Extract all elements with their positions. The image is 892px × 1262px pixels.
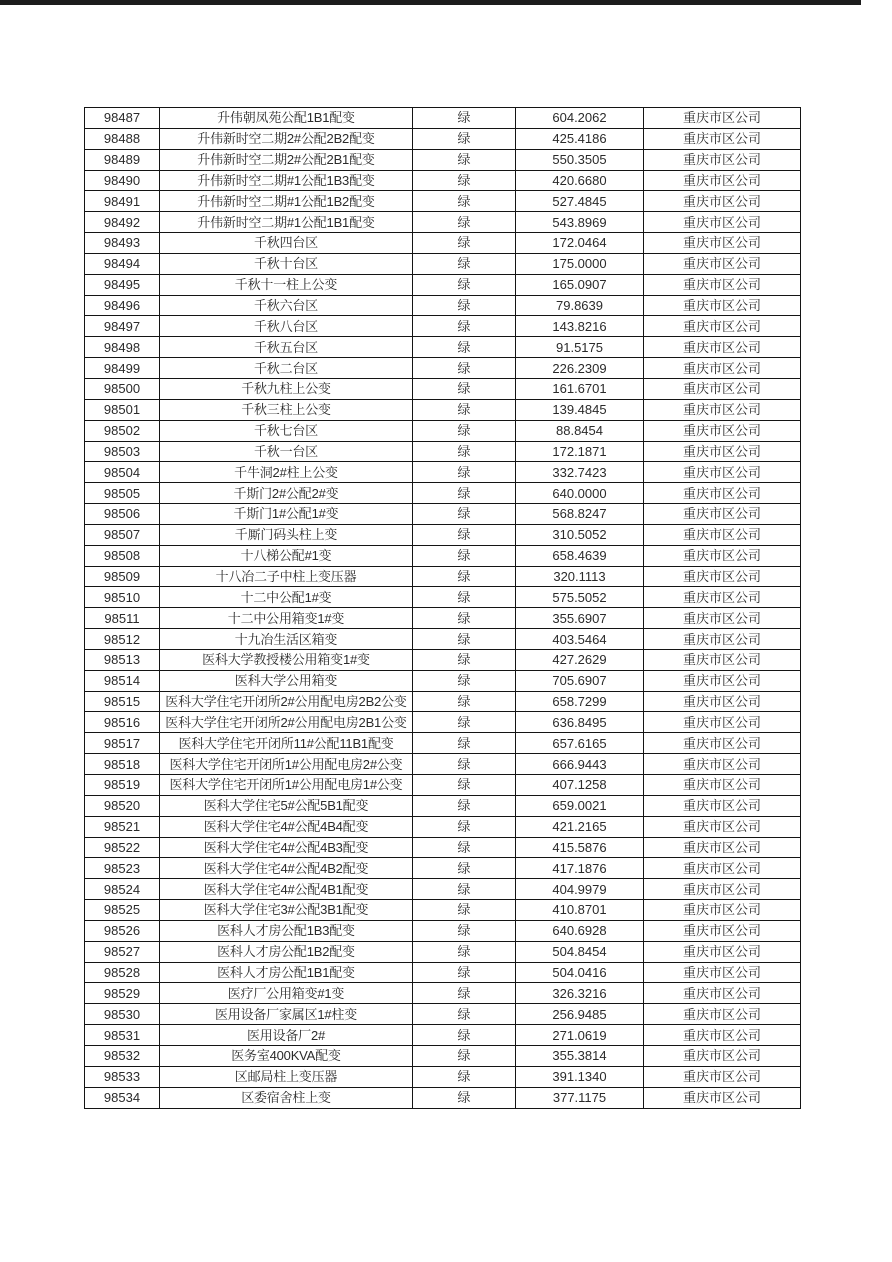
company-cell: 重庆市区公司 <box>644 587 801 608</box>
status-cell: 绿 <box>413 1087 516 1108</box>
company-cell: 重庆市区公司 <box>644 462 801 483</box>
name-cell: 十二中公配1#变 <box>160 587 413 608</box>
company-cell: 重庆市区公司 <box>644 962 801 983</box>
value-cell: 143.8216 <box>516 316 644 337</box>
company-cell: 重庆市区公司 <box>644 337 801 358</box>
table-row <box>85 1045 801 1066</box>
name-cell: 医科大学住宅开闭所1#公用配电房2#公变 <box>160 754 413 775</box>
status-cell: 绿 <box>413 212 516 233</box>
table-row <box>85 587 801 608</box>
window-top-edge <box>0 0 861 5</box>
company-cell: 重庆市区公司 <box>644 712 801 733</box>
table-row <box>85 253 801 274</box>
status-cell: 绿 <box>413 233 516 254</box>
table-row <box>85 795 801 816</box>
value-cell: 640.0000 <box>516 483 644 504</box>
id-cell: 98531 <box>85 1025 160 1046</box>
value-cell: 636.8495 <box>516 712 644 733</box>
table-row <box>85 441 801 462</box>
id-cell: 98523 <box>85 858 160 879</box>
table-row <box>85 358 801 379</box>
id-cell: 98524 <box>85 879 160 900</box>
status-cell: 绿 <box>413 983 516 1004</box>
value-cell: 256.9485 <box>516 1004 644 1025</box>
company-cell: 重庆市区公司 <box>644 608 801 629</box>
company-cell: 重庆市区公司 <box>644 816 801 837</box>
id-cell: 98526 <box>85 920 160 941</box>
company-cell: 重庆市区公司 <box>644 378 801 399</box>
status-cell: 绿 <box>413 629 516 650</box>
table-row <box>85 566 801 587</box>
status-cell: 绿 <box>413 1025 516 1046</box>
table-row <box>85 649 801 670</box>
company-cell: 重庆市区公司 <box>644 649 801 670</box>
id-cell: 98527 <box>85 941 160 962</box>
table-row <box>85 274 801 295</box>
table-row <box>85 670 801 691</box>
table-row <box>85 378 801 399</box>
status-cell: 绿 <box>413 399 516 420</box>
id-cell: 98502 <box>85 420 160 441</box>
id-cell: 98525 <box>85 900 160 921</box>
name-cell: 千秋一台区 <box>160 441 413 462</box>
name-cell: 千秋八台区 <box>160 316 413 337</box>
status-cell: 绿 <box>413 108 516 129</box>
value-cell: 504.8454 <box>516 941 644 962</box>
company-cell: 重庆市区公司 <box>644 1025 801 1046</box>
value-cell: 427.2629 <box>516 649 644 670</box>
name-cell: 千斯门2#公配2#变 <box>160 483 413 504</box>
name-cell: 千秋四台区 <box>160 233 413 254</box>
status-cell: 绿 <box>413 545 516 566</box>
status-cell: 绿 <box>413 733 516 754</box>
company-cell: 重庆市区公司 <box>644 858 801 879</box>
name-cell: 医科大学住宅开闭所2#公用配电房2B1公变 <box>160 712 413 733</box>
name-cell: 千秋十一柱上公变 <box>160 274 413 295</box>
value-cell: 355.3814 <box>516 1045 644 1066</box>
name-cell: 医科大学住宅4#公配4B1配变 <box>160 879 413 900</box>
value-cell: 417.1876 <box>516 858 644 879</box>
id-cell: 98513 <box>85 649 160 670</box>
company-cell: 重庆市区公司 <box>644 274 801 295</box>
company-cell: 重庆市区公司 <box>644 545 801 566</box>
table-row <box>85 858 801 879</box>
id-cell: 98519 <box>85 775 160 796</box>
company-cell: 重庆市区公司 <box>644 691 801 712</box>
name-cell: 区委宿舍柱上变 <box>160 1087 413 1108</box>
status-cell: 绿 <box>413 941 516 962</box>
name-cell: 医科人才房公配1B2配变 <box>160 941 413 962</box>
table-row <box>85 483 801 504</box>
table-row <box>85 1066 801 1087</box>
table-row <box>85 712 801 733</box>
status-cell: 绿 <box>413 587 516 608</box>
name-cell: 医科大学住宅3#公配3B1配变 <box>160 900 413 921</box>
company-cell: 重庆市区公司 <box>644 941 801 962</box>
id-cell: 98498 <box>85 337 160 358</box>
value-cell: 658.7299 <box>516 691 644 712</box>
status-cell: 绿 <box>413 837 516 858</box>
company-cell: 重庆市区公司 <box>644 983 801 1004</box>
company-cell: 重庆市区公司 <box>644 399 801 420</box>
table-row <box>85 608 801 629</box>
value-cell: 139.4845 <box>516 399 644 420</box>
status-cell: 绿 <box>413 1066 516 1087</box>
value-cell: 640.6928 <box>516 920 644 941</box>
status-cell: 绿 <box>413 504 516 525</box>
company-cell: 重庆市区公司 <box>644 108 801 129</box>
value-cell: 88.8454 <box>516 420 644 441</box>
name-cell: 医科大学住宅开闭所1#公用配电房1#公变 <box>160 775 413 796</box>
company-cell: 重庆市区公司 <box>644 191 801 212</box>
name-cell: 升伟新时空二期2#公配2B1配变 <box>160 149 413 170</box>
value-cell: 420.6680 <box>516 170 644 191</box>
value-cell: 332.7423 <box>516 462 644 483</box>
status-cell: 绿 <box>413 879 516 900</box>
status-cell: 绿 <box>413 816 516 837</box>
id-cell: 98505 <box>85 483 160 504</box>
company-cell: 重庆市区公司 <box>644 504 801 525</box>
name-cell: 千秋九柱上公变 <box>160 378 413 399</box>
value-cell: 161.6701 <box>516 378 644 399</box>
name-cell: 医科人才房公配1B1配变 <box>160 962 413 983</box>
status-cell: 绿 <box>413 920 516 941</box>
table-row <box>85 1025 801 1046</box>
name-cell: 千秋十台区 <box>160 253 413 274</box>
id-cell: 98512 <box>85 629 160 650</box>
name-cell: 医疗厂公用箱变#1变 <box>160 983 413 1004</box>
company-cell: 重庆市区公司 <box>644 900 801 921</box>
id-cell: 98521 <box>85 816 160 837</box>
name-cell: 医科大学住宅5#公配5B1配变 <box>160 795 413 816</box>
company-cell: 重庆市区公司 <box>644 733 801 754</box>
table-row <box>85 462 801 483</box>
name-cell: 千秋二台区 <box>160 358 413 379</box>
transformer-load-table <box>84 107 801 1109</box>
company-cell: 重庆市区公司 <box>644 629 801 650</box>
name-cell: 区邮局柱上变压器 <box>160 1066 413 1087</box>
id-cell: 98516 <box>85 712 160 733</box>
table-row <box>85 941 801 962</box>
status-cell: 绿 <box>413 524 516 545</box>
name-cell: 十二中公用箱变1#变 <box>160 608 413 629</box>
value-cell: 543.8969 <box>516 212 644 233</box>
company-cell: 重庆市区公司 <box>644 879 801 900</box>
name-cell: 升伟新时空二期#1公配1B3配变 <box>160 170 413 191</box>
id-cell: 98533 <box>85 1066 160 1087</box>
table-row <box>85 337 801 358</box>
value-cell: 326.3216 <box>516 983 644 1004</box>
id-cell: 98514 <box>85 670 160 691</box>
value-cell: 226.2309 <box>516 358 644 379</box>
status-cell: 绿 <box>413 858 516 879</box>
status-cell: 绿 <box>413 670 516 691</box>
status-cell: 绿 <box>413 462 516 483</box>
table-row <box>85 962 801 983</box>
value-cell: 404.9979 <box>516 879 644 900</box>
value-cell: 425.4186 <box>516 128 644 149</box>
status-cell: 绿 <box>413 691 516 712</box>
company-cell: 重庆市区公司 <box>644 837 801 858</box>
table-row <box>85 149 801 170</box>
table-row <box>85 191 801 212</box>
name-cell: 升伟朝凤苑公配1B1配变 <box>160 108 413 129</box>
value-cell: 410.8701 <box>516 900 644 921</box>
table-row <box>85 920 801 941</box>
id-cell: 98491 <box>85 191 160 212</box>
value-cell: 175.0000 <box>516 253 644 274</box>
table-row <box>85 775 801 796</box>
status-cell: 绿 <box>413 420 516 441</box>
name-cell: 千牛洞2#柱上公变 <box>160 462 413 483</box>
name-cell: 十九冶生活区箱变 <box>160 629 413 650</box>
status-cell: 绿 <box>413 295 516 316</box>
id-cell: 98504 <box>85 462 160 483</box>
name-cell: 医科大学公用箱变 <box>160 670 413 691</box>
id-cell: 98494 <box>85 253 160 274</box>
id-cell: 98532 <box>85 1045 160 1066</box>
table-row <box>85 983 801 1004</box>
company-cell: 重庆市区公司 <box>644 566 801 587</box>
id-cell: 98530 <box>85 1004 160 1025</box>
id-cell: 98488 <box>85 128 160 149</box>
table-row <box>85 1004 801 1025</box>
name-cell: 医科大学住宅4#公配4B4配变 <box>160 816 413 837</box>
table-row <box>85 879 801 900</box>
company-cell: 重庆市区公司 <box>644 295 801 316</box>
value-cell: 165.0907 <box>516 274 644 295</box>
id-cell: 98500 <box>85 378 160 399</box>
status-cell: 绿 <box>413 441 516 462</box>
table-row <box>85 108 801 129</box>
company-cell: 重庆市区公司 <box>644 170 801 191</box>
status-cell: 绿 <box>413 1045 516 1066</box>
status-cell: 绿 <box>413 775 516 796</box>
table-row <box>85 754 801 775</box>
status-cell: 绿 <box>413 608 516 629</box>
value-cell: 403.5464 <box>516 629 644 650</box>
name-cell: 千秋三柱上公变 <box>160 399 413 420</box>
table-row <box>85 1087 801 1108</box>
table-row <box>85 524 801 545</box>
id-cell: 98499 <box>85 358 160 379</box>
id-cell: 98507 <box>85 524 160 545</box>
value-cell: 355.6907 <box>516 608 644 629</box>
status-cell: 绿 <box>413 900 516 921</box>
status-cell: 绿 <box>413 337 516 358</box>
table-row <box>85 128 801 149</box>
name-cell: 医科大学住宅4#公配4B3配变 <box>160 837 413 858</box>
company-cell: 重庆市区公司 <box>644 253 801 274</box>
status-cell: 绿 <box>413 378 516 399</box>
table-row <box>85 399 801 420</box>
id-cell: 98515 <box>85 691 160 712</box>
value-cell: 705.6907 <box>516 670 644 691</box>
company-cell: 重庆市区公司 <box>644 670 801 691</box>
table-row <box>85 170 801 191</box>
table-body <box>85 108 801 1109</box>
id-cell: 98495 <box>85 274 160 295</box>
name-cell: 医科大学住宅开闭所11#公配11B1配变 <box>160 733 413 754</box>
company-cell: 重庆市区公司 <box>644 441 801 462</box>
name-cell: 升伟新时空二期#1公配1B1配变 <box>160 212 413 233</box>
name-cell: 医务室400KVA配变 <box>160 1045 413 1066</box>
id-cell: 98497 <box>85 316 160 337</box>
id-cell: 98534 <box>85 1087 160 1108</box>
value-cell: 421.2165 <box>516 816 644 837</box>
value-cell: 604.2062 <box>516 108 644 129</box>
table-row <box>85 420 801 441</box>
value-cell: 407.1258 <box>516 775 644 796</box>
table-row <box>85 316 801 337</box>
status-cell: 绿 <box>413 962 516 983</box>
status-cell: 绿 <box>413 795 516 816</box>
value-cell: 568.8247 <box>516 504 644 525</box>
status-cell: 绿 <box>413 649 516 670</box>
company-cell: 重庆市区公司 <box>644 483 801 504</box>
value-cell: 658.4639 <box>516 545 644 566</box>
value-cell: 504.0416 <box>516 962 644 983</box>
id-cell: 98518 <box>85 754 160 775</box>
id-cell: 98522 <box>85 837 160 858</box>
value-cell: 575.5052 <box>516 587 644 608</box>
table-row <box>85 233 801 254</box>
company-cell: 重庆市区公司 <box>644 524 801 545</box>
value-cell: 79.8639 <box>516 295 644 316</box>
id-cell: 98489 <box>85 149 160 170</box>
id-cell: 98508 <box>85 545 160 566</box>
table-row <box>85 295 801 316</box>
id-cell: 98506 <box>85 504 160 525</box>
table-row <box>85 837 801 858</box>
id-cell: 98510 <box>85 587 160 608</box>
table-row <box>85 733 801 754</box>
id-cell: 98520 <box>85 795 160 816</box>
table-row <box>85 212 801 233</box>
status-cell: 绿 <box>413 149 516 170</box>
id-cell: 98492 <box>85 212 160 233</box>
id-cell: 98503 <box>85 441 160 462</box>
value-cell: 91.5175 <box>516 337 644 358</box>
id-cell: 98501 <box>85 399 160 420</box>
status-cell: 绿 <box>413 253 516 274</box>
id-cell: 98490 <box>85 170 160 191</box>
name-cell: 升伟新时空二期2#公配2B2配变 <box>160 128 413 149</box>
id-cell: 98528 <box>85 962 160 983</box>
company-cell: 重庆市区公司 <box>644 795 801 816</box>
company-cell: 重庆市区公司 <box>644 920 801 941</box>
name-cell: 医用设备厂家属区1#柱变 <box>160 1004 413 1025</box>
company-cell: 重庆市区公司 <box>644 1066 801 1087</box>
value-cell: 659.0021 <box>516 795 644 816</box>
name-cell: 千秋七台区 <box>160 420 413 441</box>
name-cell: 千秋六台区 <box>160 295 413 316</box>
name-cell: 升伟新时空二期#1公配1B2配变 <box>160 191 413 212</box>
id-cell: 98496 <box>85 295 160 316</box>
value-cell: 666.9443 <box>516 754 644 775</box>
id-cell: 98509 <box>85 566 160 587</box>
id-cell: 98493 <box>85 233 160 254</box>
table-row <box>85 629 801 650</box>
table-row <box>85 545 801 566</box>
status-cell: 绿 <box>413 566 516 587</box>
status-cell: 绿 <box>413 754 516 775</box>
company-cell: 重庆市区公司 <box>644 420 801 441</box>
value-cell: 657.6165 <box>516 733 644 754</box>
company-cell: 重庆市区公司 <box>644 754 801 775</box>
status-cell: 绿 <box>413 191 516 212</box>
status-cell: 绿 <box>413 1004 516 1025</box>
value-cell: 527.4845 <box>516 191 644 212</box>
name-cell: 医科人才房公配1B3配变 <box>160 920 413 941</box>
id-cell: 98529 <box>85 983 160 1004</box>
value-cell: 320.1113 <box>516 566 644 587</box>
name-cell: 医科大学住宅开闭所2#公用配电房2B2公变 <box>160 691 413 712</box>
table-row <box>85 691 801 712</box>
value-cell: 172.1871 <box>516 441 644 462</box>
status-cell: 绿 <box>413 128 516 149</box>
id-cell: 98487 <box>85 108 160 129</box>
name-cell: 医科大学住宅4#公配4B2配变 <box>160 858 413 879</box>
company-cell: 重庆市区公司 <box>644 1087 801 1108</box>
company-cell: 重庆市区公司 <box>644 233 801 254</box>
status-cell: 绿 <box>413 316 516 337</box>
company-cell: 重庆市区公司 <box>644 149 801 170</box>
status-cell: 绿 <box>413 170 516 191</box>
status-cell: 绿 <box>413 274 516 295</box>
id-cell: 98517 <box>85 733 160 754</box>
value-cell: 310.5052 <box>516 524 644 545</box>
company-cell: 重庆市区公司 <box>644 775 801 796</box>
name-cell: 十八梯公配#1变 <box>160 545 413 566</box>
name-cell: 千厮门码头柱上变 <box>160 524 413 545</box>
value-cell: 391.1340 <box>516 1066 644 1087</box>
value-cell: 271.0619 <box>516 1025 644 1046</box>
id-cell: 98511 <box>85 608 160 629</box>
value-cell: 172.0464 <box>516 233 644 254</box>
value-cell: 377.1175 <box>516 1087 644 1108</box>
company-cell: 重庆市区公司 <box>644 358 801 379</box>
company-cell: 重庆市区公司 <box>644 1045 801 1066</box>
company-cell: 重庆市区公司 <box>644 212 801 233</box>
name-cell: 医用设备厂2# <box>160 1025 413 1046</box>
company-cell: 重庆市区公司 <box>644 316 801 337</box>
name-cell: 医科大学教授楼公用箱变1#变 <box>160 649 413 670</box>
value-cell: 415.5876 <box>516 837 644 858</box>
table-row <box>85 900 801 921</box>
table-row <box>85 504 801 525</box>
status-cell: 绿 <box>413 358 516 379</box>
status-cell: 绿 <box>413 483 516 504</box>
name-cell: 千斯门1#公配1#变 <box>160 504 413 525</box>
status-cell: 绿 <box>413 712 516 733</box>
name-cell: 千秋五台区 <box>160 337 413 358</box>
name-cell: 十八冶二子中柱上变压器 <box>160 566 413 587</box>
value-cell: 550.3505 <box>516 149 644 170</box>
company-cell: 重庆市区公司 <box>644 1004 801 1025</box>
table-row <box>85 816 801 837</box>
company-cell: 重庆市区公司 <box>644 128 801 149</box>
